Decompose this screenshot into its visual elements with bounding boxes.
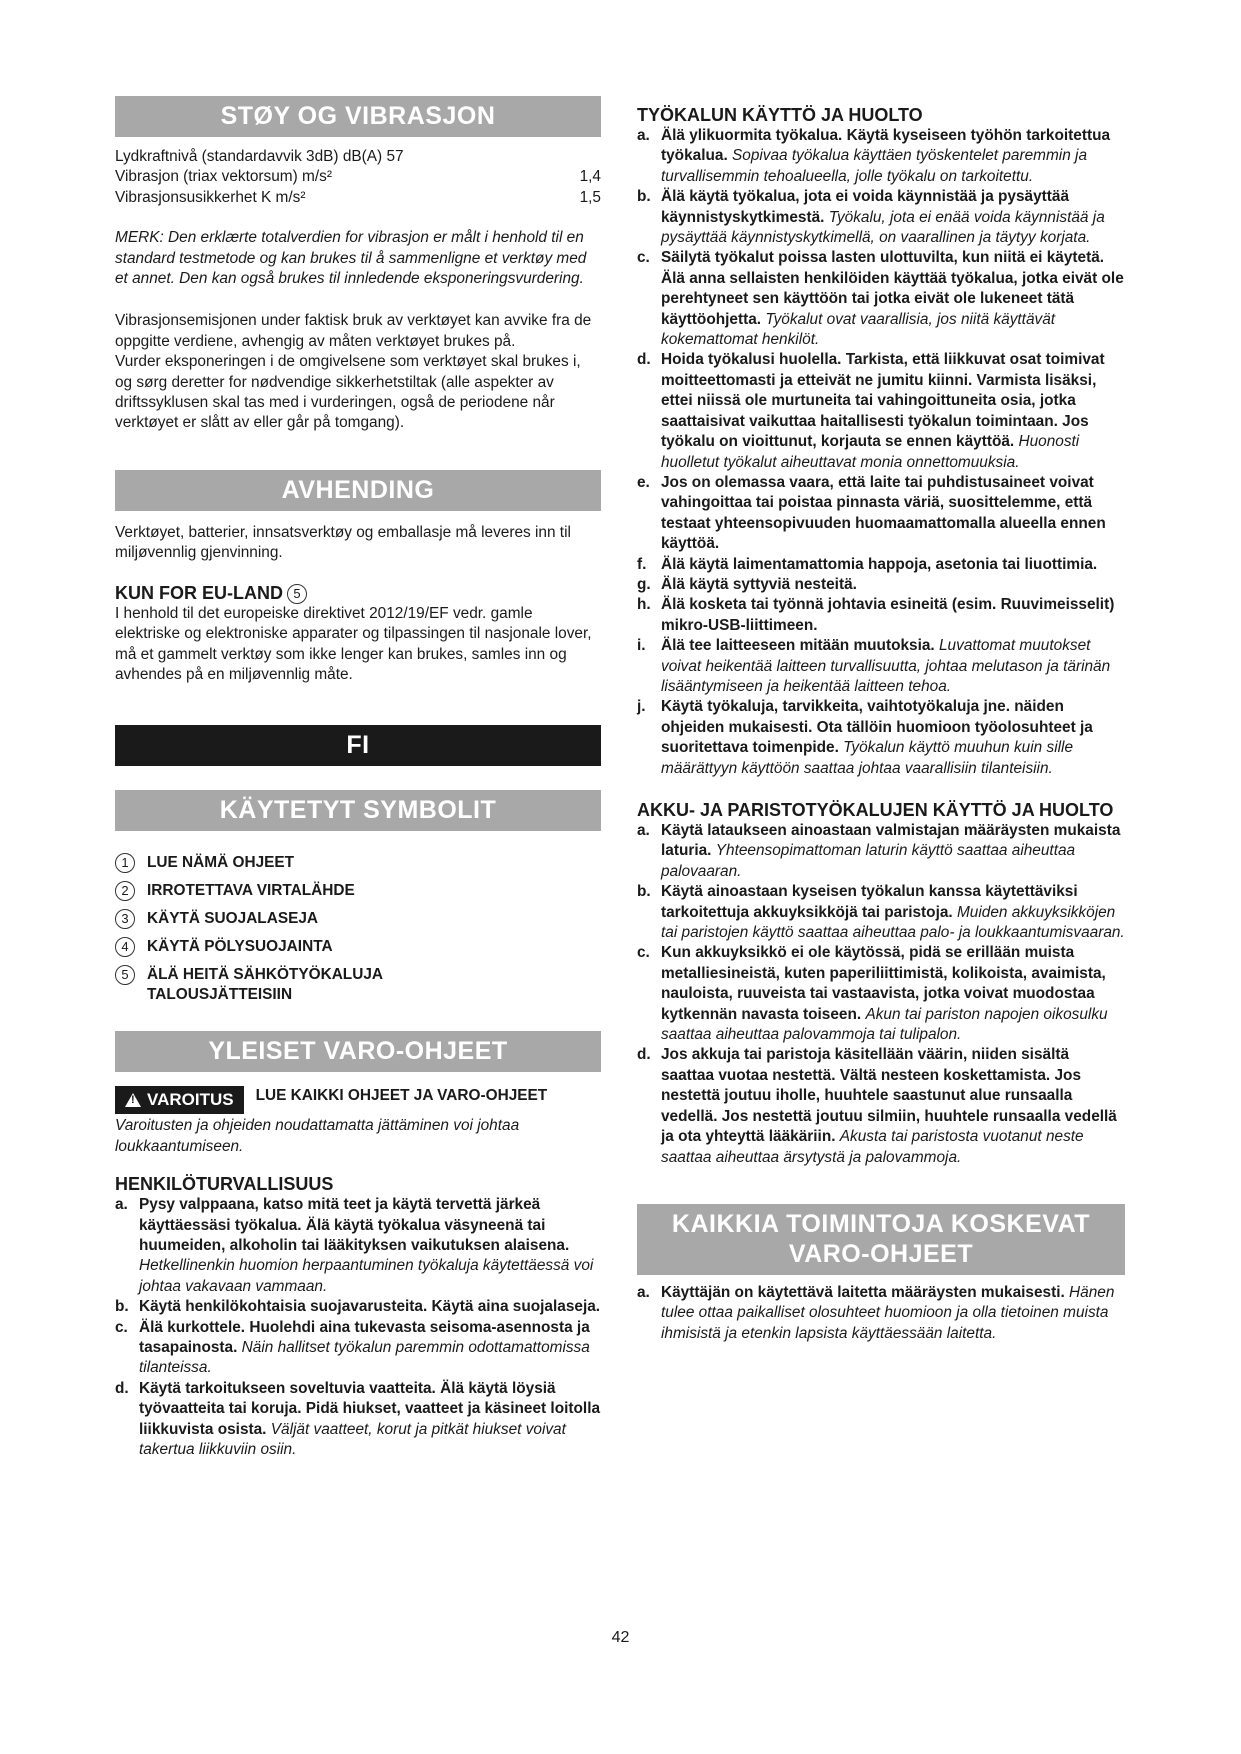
item-letter: d. <box>115 1379 129 1397</box>
list-item <box>637 821 1125 882</box>
item-bold: Pysy valppaana, katso mitä teet ja käytä tervettä järkeä käyttäessäsi työkalua. Älä käytä työkalua väsyneenä tai huumeiden, alkoholin tai lääkityksen vaikutuksen alaisena. <box>139 1196 570 1254</box>
item-bold: Älä tee laitteeseen mitään muutoksia. <box>661 637 935 655</box>
item-bold: Säilytä työkalut poissa lasten ulottuvilta, kun niitä ei käytetä. Älä anna sellaisten henkilöiden käyttää työkalua, jotka eivät ole perehtyneet sen käyttöön tai jotka eivät ole lukeneet tätä käyttöohjetta. <box>661 249 1124 328</box>
item-italic: Työkalu, jota ei enää voida käynnistää ja pysäyttää käynnistyskytkimellä, on vaarallinen ja täytyy korjata. <box>661 208 1105 247</box>
item-bold: Käytä tarkoitukseen soveltuvia vaatteita. Älä käytä löysiä työvaatteita tai koruja. Pidä hiukset, vaatteet ja käsineet loitolla liikkuvista osista. <box>139 1379 601 1438</box>
list-item <box>115 1195 601 1297</box>
symbol-text: KÄYTÄ PÖLYSUOJAINTA <box>147 938 333 956</box>
item-italic: Akusta tai paristosta vuotanut neste saattaa aiheuttaa ärsytystä ja palovammoja. <box>661 1128 1084 1166</box>
tool-use-heading: TYÖKALUN KÄYTTÖ JA HUOLTO <box>637 105 923 125</box>
item-letter: e. <box>637 473 650 491</box>
item-letter: a. <box>637 1283 650 1301</box>
item-letter: c. <box>637 944 650 962</box>
all-operations-banner: KAIKKIA TOIMINTOJA KOSKEVAT VARO-OHJEET <box>637 1204 1125 1275</box>
item-letter: d. <box>637 1046 651 1064</box>
warning-subtext: Varoitusten ja ohjeiden noudattamatta jättäminen voi johtaa loukkaantumiseen. <box>115 1117 520 1155</box>
symbol-text: IRROTETTAVA VIRTALÄHDE <box>147 882 355 900</box>
battery-heading: AKKU- JA PARISTOTYÖKALUJEN KÄYTTÖ JA HUOLTO <box>637 800 1114 820</box>
warning-text: LUE KAIKKI OHJEET JA VARO-OHJEET <box>255 1087 548 1105</box>
symbol-item <box>115 909 601 929</box>
item-italic: Työkalut ovat vaarallisia, jos niitä käyttävät kokemattomat henkilöt. <box>661 310 1056 349</box>
spec-row <box>115 188 601 208</box>
item-italic: Työkalun käyttö muuhun kuin sille määrättyyn käyttöön saattaa johtaa vaarallisiin tilanteisiin. <box>661 739 1074 777</box>
symbol-number-icon: 1 <box>115 853 135 873</box>
item-letter: a. <box>637 127 650 144</box>
spec-label: Lydkraftnivå (standardavvik 3dB) dB(A) 57 <box>115 148 404 165</box>
noise-specs <box>115 147 601 208</box>
item-italic: Akun tai pariston napojen oikosulku saattaa aiheuttaa palovammoja tai tulipalon. <box>661 1005 1108 1044</box>
list-item <box>637 636 1125 697</box>
item-letter: h. <box>637 596 651 614</box>
item-letter: b. <box>637 883 651 901</box>
symbols-list <box>115 853 601 1005</box>
left-column <box>115 96 601 1460</box>
spec-label: Vibrasjonsusikkerhet K m/s² <box>115 188 306 206</box>
list-item <box>637 126 1125 187</box>
item-bold: Jos on olemassa vaara, että laite tai puhdistusaineet voivat vahingoittaa tai poistaa pinnasta väriä, suosittelemme, että testaat yhteensopivuuden huomaamattomalla alueella ennen käyttöä. <box>661 473 1106 553</box>
item-bold: Käytä lataukseen ainoastaan valmistajan määräysten mukaista laturia. <box>661 822 1121 860</box>
item-bold: Käytä ainoastaan kyseisen työkalun kanssa käytettäviksi tarkoitettuja akkuyksikköjä tai paristoja. <box>661 883 1078 921</box>
list-item <box>637 555 1125 575</box>
item-italic: Huonosti huolletut työkalut aiheuttavat monia onnettomuuksia. <box>661 433 1080 471</box>
item-bold: Käyttäjän on käytettävä laitetta määräysten mukaisesti. <box>661 1283 1065 1301</box>
symbol-text: KÄYTÄ SUOJALASEJA <box>147 910 319 928</box>
item-italic: Muiden akkuyksikköjen tai paristojen käyttö saattaa aiheuttaa palo- ja loukkaantumisvaaran. <box>661 903 1125 942</box>
item-letter: g. <box>637 575 651 593</box>
personal-safety-heading: HENKILÖTURVALLISUUS <box>115 1174 334 1195</box>
warning-row <box>115 1076 601 1114</box>
item-bold: Käytä työkaluja, tarvikkeita, vaihtotyökaluja jne. näiden ohjeiden mukaisesti. Ota tällöin huomioon työolosuhteet ja suoritettava toimenpide. <box>661 698 1093 757</box>
item-italic: Väljät vaatteet, korut ja pitkät hiukset voivat takertua liikkuviin osiin. <box>139 1420 566 1458</box>
item-bold: Käytä henkilökohtaisia suojavarusteita. Käytä aina suojalaseja. <box>139 1298 601 1316</box>
item-bold: Älä ylikuormita työkalua. Käytä kyseiseen työhön tarkoitettua työkalua. <box>661 127 1111 165</box>
spec-row <box>115 167 601 187</box>
list-item <box>637 1045 1125 1167</box>
list-item <box>637 575 1125 595</box>
item-letter: c. <box>637 249 650 267</box>
item-bold: Älä käytä laimentamattomia happoja, asetonia tai liuottimia. <box>661 555 1098 573</box>
symbol-item <box>115 965 601 1005</box>
item-letter: a. <box>115 1196 128 1214</box>
general-warnings-banner: YLEISET VARO-OHJEET <box>115 1031 601 1072</box>
item-italic: Hetkellinenkin huomion herpaantuminen työkaluja käytettäessä voi johtaa vakavaan vammaan. <box>139 1257 594 1295</box>
warning-badge-label: VAROITUS <box>147 1090 234 1110</box>
symbol-item <box>115 937 601 957</box>
item-letter: d. <box>637 351 651 369</box>
all-operations-list <box>637 1283 1125 1344</box>
item-bold: Jos akkuja tai paristoja käsitellään väärin, niiden sisältä saattaa vuotaa nestettä. Vältä nesteen koskettamista. Jos nestettä joutuu iholle, huuhtele saastunut alue runsaalla vedellä. Jos nestettä joutuu silmiin, huuhtele runsaalla vedellä ja ota yhteyttä lääkäriin. <box>661 1046 1117 1146</box>
list-item <box>637 943 1125 1045</box>
list-item <box>637 1283 1125 1344</box>
symbol-item <box>115 881 601 901</box>
symbol-item <box>115 853 601 873</box>
item-bold: Hoida työkalusi huolella. Tarkista, että liikkuvat osat toimivat moitteettomasti ja etteivät ne jumitu kiinni. Varmista lisäksi, ettei niissä ole murtuneita tai vahingoittuneita osia, jotka saattaisivat vaikuttaa haitallisesti työkalun toimintaan. Jos työkalu on vioittunut, korjauta se ennen käyttöä. <box>661 351 1105 451</box>
item-bold: Älä kosketa tai työnnä johtavia esineitä (esim. Ruuvimeisselit) mikro-USB-liittimeen. <box>661 596 1115 634</box>
tool-use-list <box>637 126 1125 779</box>
item-letter: b. <box>637 188 651 206</box>
battery-list <box>637 821 1125 1168</box>
item-italic: Luvattomat muutokset voivat heikentää laitteen turvallisuutta, johtaa melutason ja tärinän lisääntymiseen ja heikentää laitteen tehoa. <box>661 637 1111 695</box>
spec-row <box>115 147 601 167</box>
language-banner: FI <box>115 725 601 766</box>
disposal-banner: AVHENDING <box>115 470 601 511</box>
spec-value: 1,5 <box>579 188 601 206</box>
item-letter: f. <box>637 555 647 573</box>
item-letter: c. <box>115 1318 128 1336</box>
list-item <box>637 595 1125 636</box>
item-italic: Yhteensopimattoman laturin käyttö saattaa aiheuttaa palovaaran. <box>661 842 1076 880</box>
item-italic: Näin hallitset työkalun paremmin odottamattomissa tilanteissa. <box>139 1338 590 1377</box>
spec-value: 1,4 <box>579 168 601 186</box>
no-bin-symbol-icon: 5 <box>287 584 307 604</box>
eu-heading-text: KUN FOR EU-LAND <box>115 582 283 603</box>
symbol-number-icon: 3 <box>115 909 135 929</box>
item-letter: i. <box>637 637 646 655</box>
vibration-paragraph-2: Vurder eksponeringen i de omgivelsene som verktøyet skal brukes i, og sørg deretter for nødvendige sikkerhetstiltak (alle aspekter av driftssyklusen skal tas med i vurderingen, også de periodene når verktøyet er slått av eller går på tomgang). <box>115 353 581 432</box>
item-bold: Kun akkuyksikkö ei ole käytössä, pidä se erillään muista metalliesineistä, kuten paperiliittimistä, kolikoista, avaimista, nauloista, ruuveista tai vastaavista, jotka voivat muodostaa kytkennän navasta toiseen. <box>661 944 1106 1023</box>
item-letter: b. <box>115 1298 129 1316</box>
right-column <box>637 96 1125 1344</box>
item-letter: j. <box>637 698 646 716</box>
item-bold: Älä käytä syttyviä nesteitä. <box>661 575 857 593</box>
spec-label: Vibrasjon (triax vektorsum) m/s² <box>115 168 332 186</box>
personal-safety-list <box>115 1195 601 1460</box>
item-italic: Hänen tulee ottaa paikalliset olosuhteet huomioon ja olla tietoinen muista ihmisistä ja etenkin lapsista käyttäessään laitetta. <box>661 1283 1115 1342</box>
list-item <box>115 1297 601 1317</box>
item-bold: Älä kurkottele. Huolehdi aina tukevasta seisoma-asennosta ja tasapainosta. <box>139 1318 590 1356</box>
symbol-text: LUE NÄMÄ OHJEET <box>147 854 295 872</box>
list-item <box>637 697 1125 779</box>
noise-vibration-banner: STØY OG VIBRASJON <box>115 96 601 137</box>
symbol-text: ÄLÄ HEITÄ SÄHKÖTYÖKALUJA TALOUSJÄTTEISIIN <box>147 966 383 1004</box>
disposal-text: Verktøyet, batterier, innsatsverktøy og emballasje må leveres inn til miljøvennlig gjenvinning. <box>115 523 571 562</box>
symbols-banner: KÄYTETYT SYMBOLIT <box>115 790 601 831</box>
page-number: 42 <box>611 1629 630 1646</box>
warning-badge <box>115 1086 244 1114</box>
list-item <box>115 1379 601 1461</box>
list-item <box>637 882 1125 943</box>
item-letter: a. <box>637 822 650 839</box>
eu-heading <box>115 582 601 604</box>
symbol-number-icon: 4 <box>115 937 135 957</box>
list-item <box>115 1318 601 1379</box>
list-item <box>637 187 1125 248</box>
vibration-paragraph-1: Vibrasjonsemisjonen under faktisk bruk av verktøyet kan avvike fra de oppgitte verdiene, avhengig av måten verktøyet brukes på. <box>115 312 592 350</box>
list-item <box>637 248 1125 350</box>
symbol-number-icon: 2 <box>115 881 135 901</box>
symbol-number-icon: 5 <box>115 965 135 985</box>
item-italic: Sopivaa työkalua käyttäen työskentelet paremmin ja turvallisemmin tehoalueella, jolle työkalu on tarkoitettu. <box>661 147 1088 185</box>
item-bold: Älä käytä työkalua, jota ei voida käynnistää ja pysäyttää käynnistyskytkimestä. <box>661 188 1070 226</box>
list-item <box>637 473 1125 555</box>
warning-triangle-icon <box>125 1093 141 1107</box>
list-item <box>637 350 1125 472</box>
eu-text: I henhold til det europeiske direktivet 2012/19/EF vedr. gamle elektriske og elektroniske apparater og tilpassingen til nasjonale lover, må et gammelt verktøy som ikke lenger kan brukes, samles inn og avhendes på en miljøvennlig måte. <box>115 604 592 683</box>
vibration-note: MERK: Den erklærte totalverdien for vibrasjon er målt i henhold til en standard testmetode og kan brukes til å sammenligne et verktøy med et annet. Den kan også brukes til innledende eksponeringsvurdering. <box>115 229 587 288</box>
